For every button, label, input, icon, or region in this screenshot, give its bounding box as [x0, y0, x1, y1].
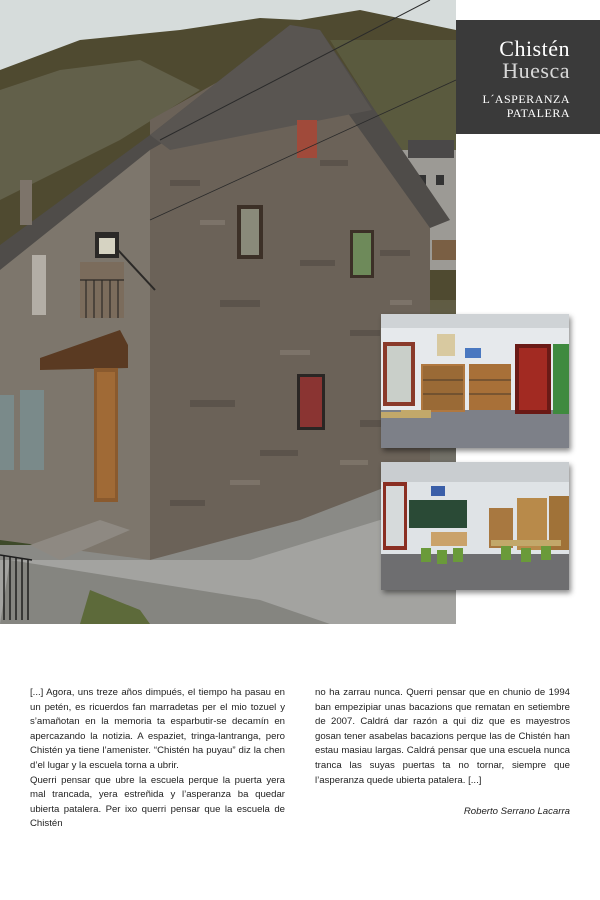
paragraph: no ha zarrau nunca. Querri pensar que en chunio de 1994 ban empezipiar unas bacazions que rematan en setiembre de 2007. Caldrá dar razón a qui diz que es mayestros gosan tener asabelas bacazions perque las de Chistén han estau masiau largas. Caldrá pensar que una escuela nunca tranca las suyas puertas ta no tornar, siempre que l’asperanza quede ubierta patalera. [...] — [315, 687, 570, 786]
classroom-photo-2 — [381, 462, 569, 590]
title-province: Huesca — [502, 58, 570, 83]
title-box — [456, 20, 600, 134]
title-place: Chistén — [499, 36, 570, 61]
author-signature: Roberto Serrano Lacarra — [463, 806, 570, 817]
classroom-photo-1 — [381, 314, 569, 448]
title-subtitle-line2: PATALERA — [506, 106, 570, 120]
article-column-left — [30, 686, 285, 832]
title-subtitle-line1: L´ASPERANZA — [482, 92, 570, 106]
article-column-right — [315, 686, 570, 788]
paragraph: [...] Agora, uns treze años dimpués, el tiempo ha pasau en un petén, es ricuerdos fan marradetas per el mio tozuel y s’amañotan en la memoria ta esparbutir-se decamín en apercazando la notizia. A espaziet, tringa-lantranga, pero Chistén ya tiene l’amenister. “Chistén ha puyau” diz la chen d’el lugar y la escuela torna a ubrir. — [30, 687, 285, 771]
paragraph: Querri pensar que ubre la escuela perque la puerta yera mal trancada, yera estreñida y l’asperanza ba quedar ubierta patalera. Per ixo querri pensar que la escuela de Chistén — [30, 774, 285, 830]
